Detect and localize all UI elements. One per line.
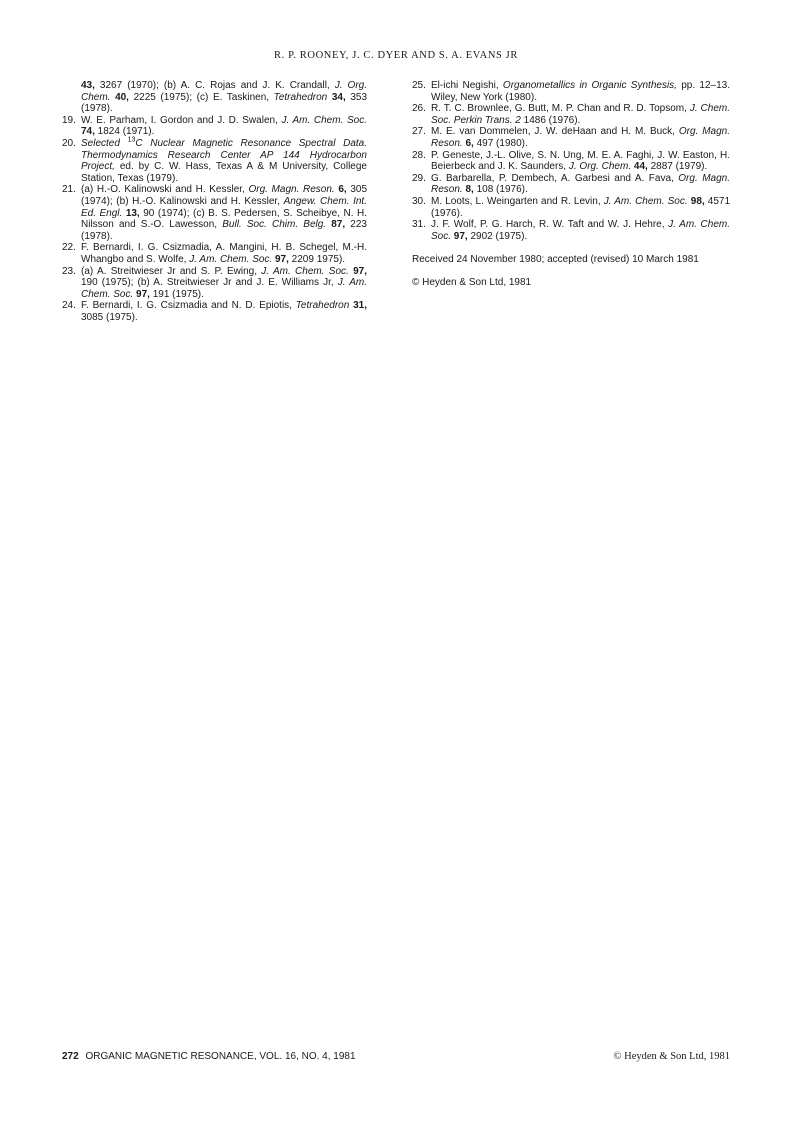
reference-number: 31. <box>412 219 426 231</box>
reference-text: (a) H.-O. Kalinowski and H. Kessler, Org. Magn. Reson. 6, 305 (1974); (b) H.-O. Kalinowski and H. Kessler, Angew. Chem. Int. Ed. Engl. 13, 90 (1974); (c) B. S. Pedersen, S. Scheibye, N. H. Nilsson and S.-O. Lawesson, Bull. Soc. Chim. Belg. 87, 223 (1978). <box>81 184 368 242</box>
reference-29 <box>412 173 730 196</box>
reference-number: 28. <box>412 149 426 161</box>
reference-text: R. T. C. Brownlee, G. Butt, M. P. Chan and R. D. Topsom, J. Chem. Soc. Perkin Trans. 2 1486 (1976). <box>431 103 730 126</box>
page-number: 272 <box>62 1051 79 1062</box>
reference-number: 20. <box>62 137 76 149</box>
reference-26 <box>412 103 730 126</box>
journal-citation: ORGANIC MAGNETIC RESONANCE, VOL. 16, NO. 4, 1981 <box>85 1051 356 1062</box>
reference-text: (a) A. Streitwieser Jr and S. P. Ewing, J. Am. Chem. Soc. 97, 190 (1975); (b) A. Streitwieser Jr and J. E. Williams Jr, J. Am. Chem. Soc. 97, 191 (1975). <box>81 265 368 300</box>
reference-number: 29. <box>412 172 426 184</box>
references-right-column <box>412 80 730 289</box>
reference-text: J. F. Wolf, P. G. Harch, R. W. Taft and W. J. Hehre, J. Am. Chem. Soc. 97, 2902 (1975). <box>431 219 731 242</box>
reference-number-spacer <box>62 80 81 115</box>
reference-number: 23. <box>62 265 76 277</box>
reference-19 <box>62 115 367 138</box>
reference-text: G. Barbarella, P. Dembech, A. Garbesi and A. Fava, Org. Magn. Reson. 8, 108 (1976). <box>431 172 730 196</box>
reference-number: 24. <box>62 300 76 312</box>
running-head: R. P. ROONEY, J. C. DYER AND S. A. EVANS JR <box>274 50 518 61</box>
reference-number: 27. <box>412 126 426 138</box>
reference-text: M. E. van Dommelen, J. W. deHaan and H. M. Buck, Org. Magn. Reson. 6, 497 (1980). <box>431 126 730 149</box>
reference-24 <box>62 300 367 323</box>
article-copyright: © Heyden & Son Ltd, 1981 <box>412 276 532 288</box>
reference-text: El-ichi Negishi, Organometallics in Organic Synthesis, pp. 12–13. Wiley, New York (1980). <box>431 80 730 103</box>
reference-number: 25. <box>412 80 426 91</box>
references-left-column <box>62 80 367 323</box>
reference-30 <box>412 196 730 219</box>
reference-text: W. E. Parham, I. Gordon and J. D. Swalen, J. Am. Chem. Soc. 74, 1824 (1971). <box>81 114 367 138</box>
reference-18-continued <box>62 80 367 115</box>
reference-number: 22. <box>62 242 76 254</box>
reference-text: M. Loots, L. Weingarten and R. Levin, J. Am. Chem. Soc. 98, 4571 (1976). <box>431 195 731 219</box>
reference-text: Selected $^{13}$C Nuclear Magnetic Resonance Spectral Data. Thermodynamics Research Center AP 144 Hydrocarbon Project, ed. by C. W. Hass, Texas A & M University, College Station, Texas (1979). <box>81 136 367 184</box>
page-footer <box>62 1051 730 1062</box>
reference-28 <box>412 150 730 173</box>
reference-number: 19. <box>62 114 76 126</box>
reference-31 <box>412 219 730 242</box>
reference-text: F. Bernardi, I. G. Csizmadia and N. D. Epiotis, Tetrahedron 31, 3085 (1975). <box>81 300 367 323</box>
footer-copyright: © Heyden & Son Ltd, 1981 <box>613 1051 730 1062</box>
received-dates: Received 24 November 1980; accepted (revised) 10 March 1981 <box>412 254 699 266</box>
reference-27 <box>412 126 730 149</box>
reference-text: P. Geneste, J.-L. Olive, S. N. Ung, M. E. A. Faghi, J. W. Easton, H. Beierbeck and J. K. Saunders, J. Org. Chem. 44, 2887 (1979). <box>431 149 730 173</box>
reference-text: 43, 3267 (1970); (b) A. C. Rojas and J. K. Crandall, J. Org. Chem. 40, 2225 (1975); (c) E. Taskinen, Tetrahedron 34, 353 (1978). <box>81 80 368 115</box>
reference-text: F. Bernardi, I. G. Csizmadia, A. Mangini, H. B. Schegel, M.-H. Whangbo and S. Wolfe, J. Am. Chem. Soc. 97, 2209 1975). <box>81 242 367 265</box>
reference-23 <box>62 266 367 301</box>
reference-21 <box>62 184 367 242</box>
reference-number: 30. <box>412 195 426 207</box>
reference-22 <box>62 242 367 265</box>
footer-journal-info <box>62 1051 356 1062</box>
reference-number: 26. <box>412 103 426 115</box>
reference-number: 21. <box>62 184 76 196</box>
reference-25 <box>412 80 730 103</box>
reference-20 <box>62 138 367 184</box>
